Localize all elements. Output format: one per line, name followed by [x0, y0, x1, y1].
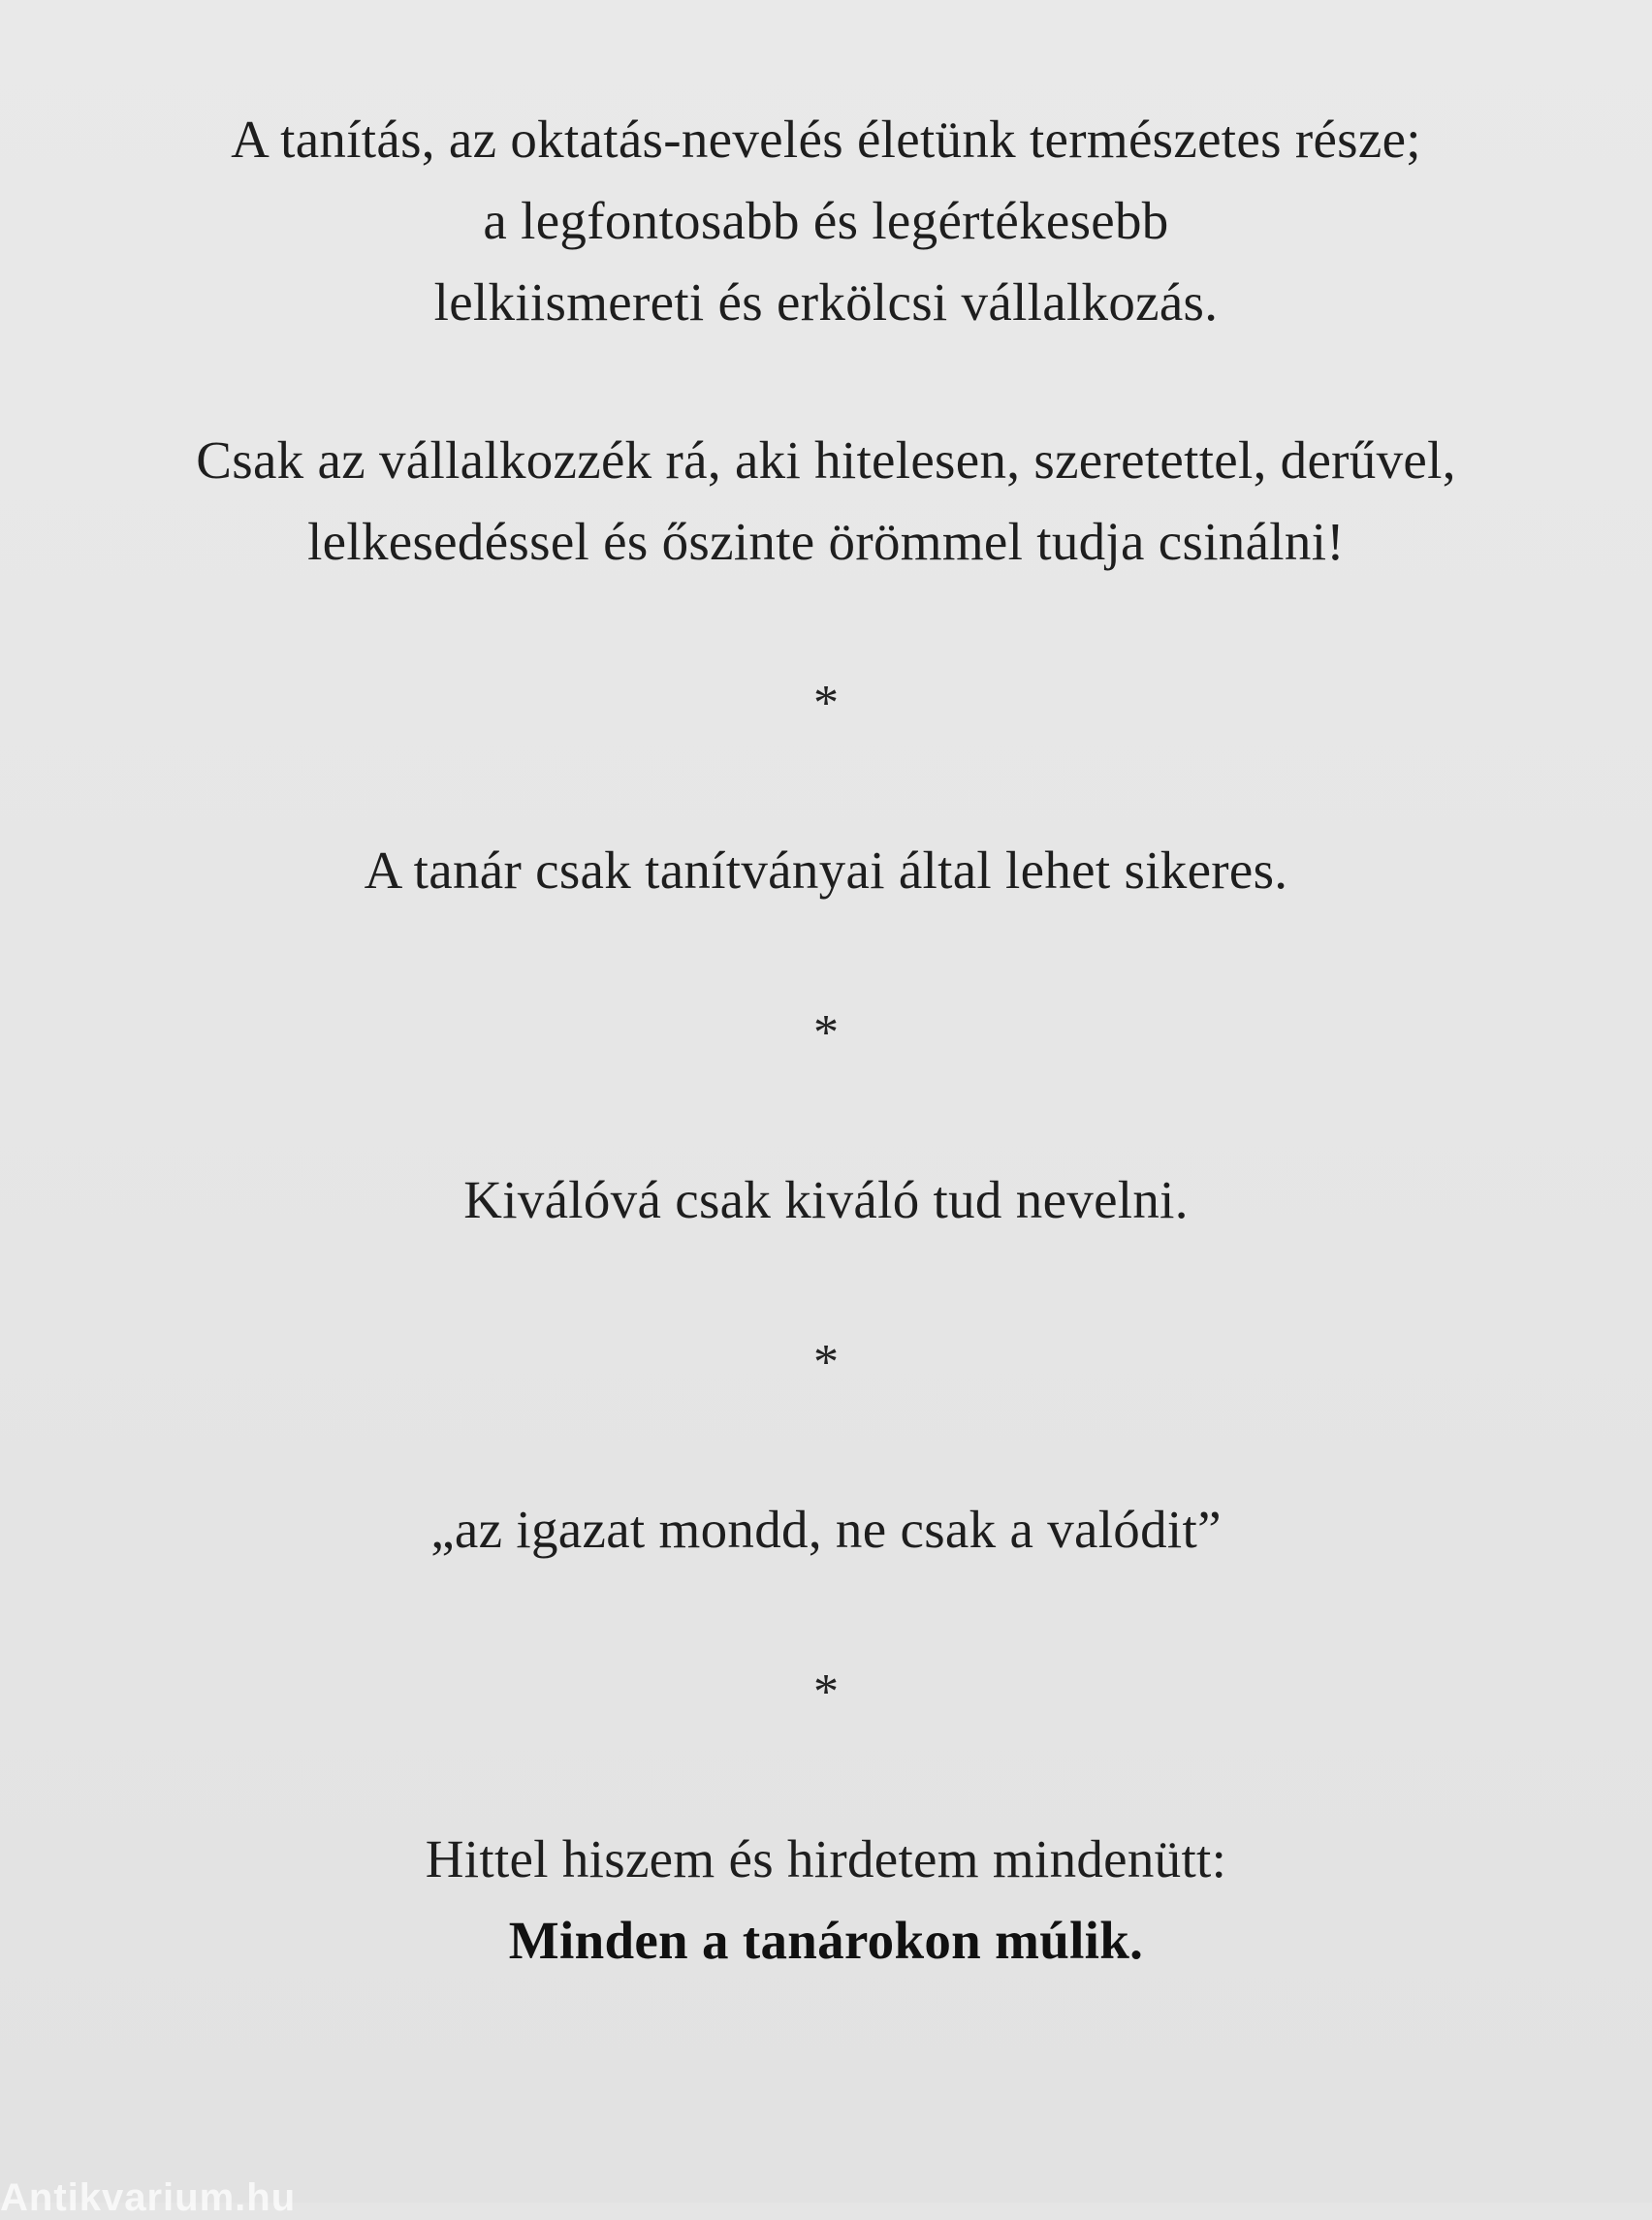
- quote-line-1: A tanár csak tanítványai által lehet sikeres.: [364, 840, 1288, 900]
- watermark: Antikvarium.hu: [0, 2176, 297, 2219]
- paragraph1-line1: A tanítás, az oktatás-nevelés életünk természetes része;: [231, 110, 1421, 169]
- separator-asterisk-4: *: [813, 1665, 839, 1720]
- paragraph2-line1: Csak az vállalkozzék rá, aki hitelesen, szeretettel, derűvel,: [196, 430, 1456, 490]
- paragraph2-line2: lelkesedéssel és őszinte örömmel tudja csinálni!: [307, 512, 1345, 571]
- closing-line-2: Minden a tanárokon múlik.: [508, 1911, 1144, 1970]
- quote-line-3: „az igazat mondd, ne csak a valódit”: [430, 1500, 1222, 1559]
- separator-asterisk-3: *: [813, 1335, 839, 1390]
- separator-asterisk-1: *: [813, 676, 839, 731]
- quote-line-2: Kiválóvá csak kiváló tud nevelni.: [463, 1170, 1189, 1229]
- closing-line-1: Hittel hiszem és hirdetem mindenütt:: [425, 1829, 1227, 1888]
- paragraph1-line3: lelkiismereti és erkölcsi vállalkozás.: [433, 272, 1219, 332]
- separator-asterisk-2: *: [813, 1005, 839, 1061]
- paragraph1-line2: a legfontosabb és legértékesebb: [483, 191, 1169, 250]
